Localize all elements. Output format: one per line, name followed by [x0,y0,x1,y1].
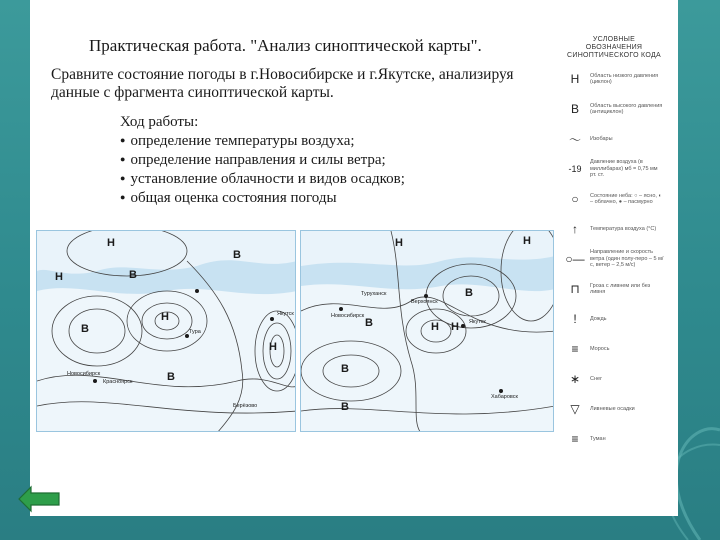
city-label: Красноярск [103,379,133,385]
legend-symbol: ↑ [572,222,578,236]
pressure-low-label: Н [107,237,115,249]
pressure-low-label: Н [395,237,403,249]
step-item: ● установление облачности и видов осадков; [120,169,550,188]
pressure-high-label: В [341,401,349,413]
legend-symbol: ○ [571,192,579,206]
pressure-high-label: В [167,371,175,383]
legend-symbol: Н [570,72,580,86]
legend-item [564,126,664,152]
pressure-high-label: В [465,287,473,299]
legend-item [564,66,664,92]
pressure-low-label: Н [431,321,439,333]
legend-symbol: ≡ [571,432,579,446]
pressure-low-label: Н [161,311,169,323]
pressure-high-label: В [233,249,241,261]
step-item: ● определение температуры воздуха; [120,131,550,150]
legend-symbol: ▽ [570,402,580,416]
city-label: Новосибирск [67,371,101,377]
city-label: Якутск [277,311,294,317]
legend-text: Давление воздуха (в миллибарах) мб = 0,75 мм рт. ст. [590,159,658,179]
legend-item [564,156,664,182]
city-label: Туруханск [361,291,387,297]
legend-text: Гроза с ливнем или без ливня [590,282,651,295]
legend-text: Температура воздуха (°С) [590,225,657,232]
legend-item [564,96,664,122]
pressure-low-label: Н [523,235,531,247]
legend-item [564,216,664,242]
slide-page [30,0,678,516]
synoptic-map-right [300,230,554,432]
city-label: Тура [189,329,201,335]
legend-text: Область высокого давления (антициклон) [590,102,663,115]
pressure-low-label: Н [55,271,63,283]
step-item: ● общая оценка состояния погоды [120,188,550,207]
step-item: ● определение направления и силы ветра; [120,150,550,169]
legend-text: Изобары [590,135,613,142]
legend-text: Область низкого давления (циклон) [590,72,659,85]
legend-text: Направление и скорость ветра (один полу-перо – 5 м/с, ветер – 2,5 м/с) [590,249,664,269]
steps-heading: Ход работы: [120,114,199,130]
legend-text: Морось [590,345,610,352]
pressure-low-label: Н [269,341,277,353]
legend-title: УСЛОВНЫЕ ОБОЗНАЧЕНИЯ СИНОПТИЧЕСКОГО КОДА [567,36,661,59]
legend-item [564,336,664,362]
slide-title: Практическая работа. "Анализ синоптической карты". [89,36,482,55]
pressure-high-label: В [365,317,373,329]
legend-symbol: В [570,102,579,116]
city-label: Верхоянск [411,299,438,305]
legend-item [564,276,664,302]
synoptic-legend [564,36,664,482]
legend-item [564,426,664,452]
pressure-high-label: В [129,269,137,281]
legend-symbol: ⊓ [570,282,580,296]
back-arrow-icon[interactable] [17,484,61,514]
legend-symbol: ∗ [569,372,581,386]
city-label: Берёзово [233,403,258,409]
pressure-high-label: В [341,363,349,375]
synoptic-map-left [36,230,296,432]
steps-list [120,131,550,207]
legend-symbol: ! [573,312,577,326]
legend-text: Состояние неба: ○ – ясно, ◐ – облачно, ● – пасмурно [590,192,662,205]
legend-text: Дождь [590,315,607,322]
legend-symbol: -19 [568,164,582,174]
legend-item [564,246,664,272]
legend-symbol: ≡ [571,342,579,356]
work-steps [120,114,550,207]
legend-text: Снег [590,375,603,382]
city-label: Якутск [469,319,486,325]
map-left-drawing [37,231,296,432]
legend-item [564,396,664,422]
pressure-high-label: В [81,323,89,335]
legend-symbol: ○— [565,252,585,266]
legend-item [564,306,664,332]
legend-item [564,366,664,392]
city-label: Хабаровск [491,394,518,400]
pressure-low-label: Н [451,321,459,333]
legend-text: Туман [590,435,606,442]
city-label: Новосибирск [331,313,365,319]
legend-item [564,186,664,212]
legend-symbol: 〜 [568,132,581,147]
map-right-drawing [301,231,554,432]
legend-text: Ливневые осадки [590,405,635,412]
task-text: Сравните состояние погоды в г.Новосибирске и г.Якутске, анализируя данные с фрагмента синоптической карты. [51,66,514,101]
